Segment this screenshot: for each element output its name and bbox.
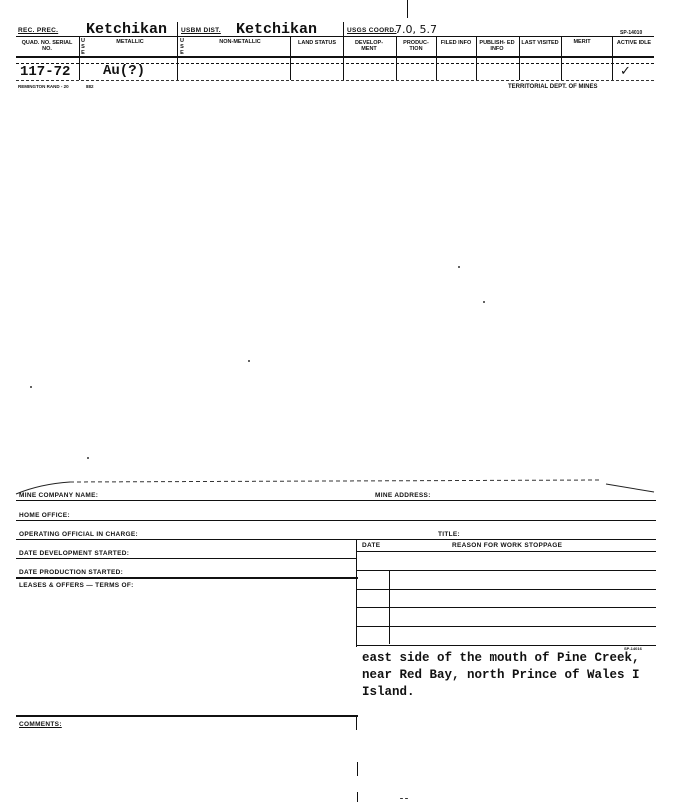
table-border [356, 716, 357, 730]
col-last-visited: LAST VISITED [521, 40, 559, 46]
date-production-label: DATE PRODUCTION STARTED: [19, 569, 124, 576]
table-line [356, 589, 656, 590]
column-divider [343, 22, 344, 80]
location-note [362, 650, 640, 701]
column-header-top-line [16, 56, 654, 58]
title-label: TITLE: [438, 531, 461, 538]
date-column-label: DATE [362, 542, 381, 549]
col-production: PRODUC- TION [403, 40, 429, 52]
form-number: SP-14010 [620, 30, 643, 36]
footer-left-code: 882 [86, 84, 94, 89]
location-note-line: east side of the mouth of Pine Creek, [362, 651, 640, 665]
col-serial-no: SERIAL NO. [42, 40, 73, 52]
form-line [16, 500, 656, 501]
leases-label: LEASES & OFFERS — TERMS OF: [19, 582, 134, 589]
metallic-value: Au(?) [103, 63, 146, 79]
location-note-line: Island. [362, 685, 415, 699]
scan-speck [483, 301, 485, 303]
column-divider [612, 37, 613, 80]
table-border [357, 792, 358, 802]
usgs-coord-label: USGS COORD. [347, 27, 397, 34]
column-divider [290, 37, 291, 80]
scan-speck [405, 798, 408, 799]
reason-column-label: REASON FOR WORK STOPPAGE [452, 542, 563, 549]
location-note-line: near Red Bay, north Prince of Wales I [362, 668, 640, 682]
scan-speck [30, 386, 32, 388]
small-form-number: SP-14016 [624, 646, 642, 651]
card-edge-curve [0, 470, 678, 500]
form-line [16, 520, 656, 521]
form-line [16, 539, 656, 540]
table-line [356, 645, 656, 646]
date-development-label: DATE DEVELOPMENT STARTED: [19, 550, 130, 557]
form-line [16, 715, 358, 717]
record-row-bottom-line [16, 80, 654, 81]
mine-company-name-label: MINE COMPANY NAME: [19, 492, 99, 499]
scan-speck [87, 457, 89, 459]
col-use-nonmetallic: U S E [180, 38, 184, 56]
table-line [356, 626, 656, 627]
quad-serial-value: 117-72 [20, 64, 71, 80]
table-line [356, 570, 656, 571]
column-divider [436, 37, 437, 80]
table-border [357, 762, 358, 776]
comments-label: COMMENTS: [19, 721, 62, 728]
registration-mark [407, 0, 408, 18]
table-border [356, 539, 357, 647]
table-line [356, 607, 656, 608]
usbm-dist-label: USBM DIST. [181, 27, 221, 34]
rec-prec-label: REC. PREC. [18, 27, 59, 34]
active-mark: ✓ [620, 64, 631, 79]
form-line [16, 558, 356, 559]
column-divider [476, 37, 477, 80]
col-active-idle: ACTIVE IDLE [616, 40, 652, 46]
rec-prec-value: Ketchikan [86, 21, 168, 38]
col-use-metallic: U S E [81, 38, 85, 56]
scan-speck [248, 360, 250, 362]
usgs-coord-value: 7.0, 5.7 [395, 23, 437, 36]
home-office-label: HOME OFFICE: [19, 512, 70, 519]
col-metallic: METALLIC [116, 39, 144, 45]
footer-right: TERRITORIAL DEPT. OF MINES [508, 84, 598, 90]
col-development: DEVELOP- MENT [354, 40, 384, 52]
usbm-dist-value: Ketchikan [236, 21, 318, 38]
col-merit: MERIT [573, 39, 591, 45]
form-line [16, 577, 358, 579]
col-non-metallic: NON-METALLIC [219, 39, 261, 45]
col-land-status: LAND STATUS [298, 40, 336, 46]
col-quad-no: QUAD. NO. [21, 40, 51, 46]
mine-address-label: MINE ADDRESS: [375, 492, 431, 499]
col-published-info: PUBLISH- ED INFO [479, 40, 515, 52]
table-line [356, 551, 656, 552]
column-divider [519, 37, 520, 80]
col-filed-info: FILED INFO [440, 40, 472, 46]
column-divider [561, 37, 562, 80]
column-divider [396, 37, 397, 80]
scan-speck [458, 266, 460, 268]
column-divider [177, 22, 178, 80]
col-quad-serial [18, 40, 76, 52]
operating-official-label: OPERATING OFFICIAL IN CHARGE: [19, 531, 138, 538]
scan-speck [400, 798, 403, 799]
footer-left: REMINGTON RAND - 20 [18, 84, 69, 89]
